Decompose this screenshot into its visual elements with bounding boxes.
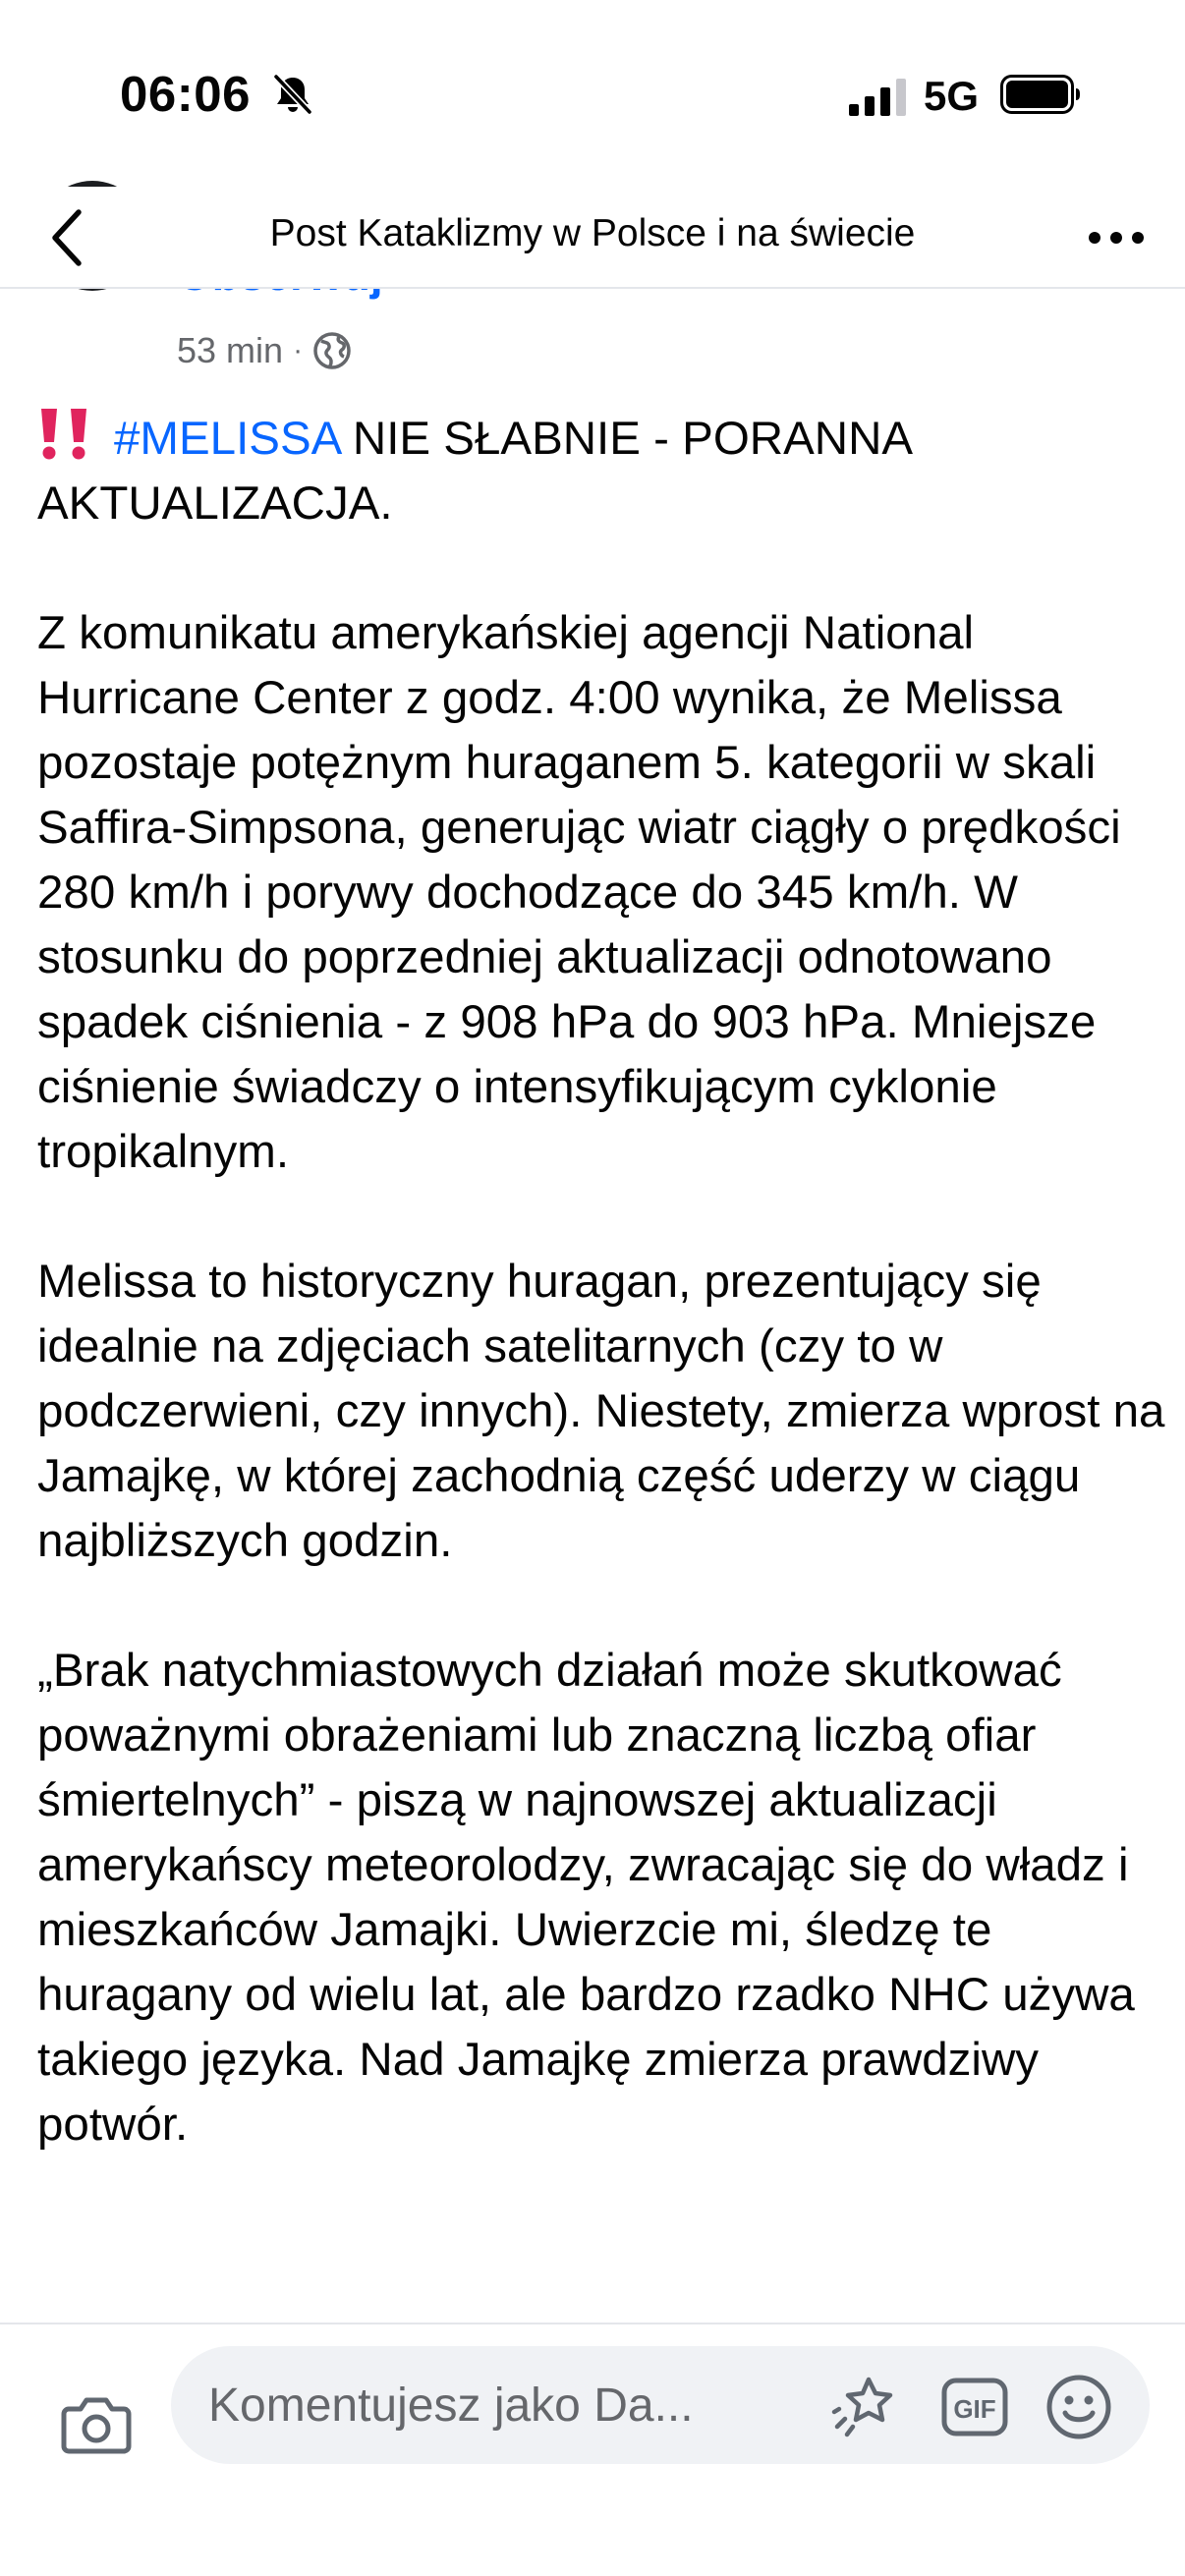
svg-text:GIF: GIF bbox=[953, 2394, 996, 2424]
battery-icon bbox=[1000, 75, 1081, 114]
comment-input[interactable] bbox=[208, 2346, 788, 2464]
headline-text: NIE SŁABNIE - PORANNA AKTUALIZACJA. bbox=[37, 413, 911, 530]
post-paragraph: „Brak natychmiastowych działań może skutkować poważnymi obrażeniami lub znaczną liczbą ofiar śmiertelnych” - piszą w najnowszej aktualizacji amerykańscy meteorolodzy, zwracając się do władz i mieszkańców Jamajki. Uwierzcie mi, śledzę te huragany od wielu lat, ale bardzo rzadko NHC używa takiego języka. Nad Jamajkę zmierza prawdziwy potwór. bbox=[37, 1645, 1135, 2151]
status-bar bbox=[0, 0, 1185, 187]
signal-icon bbox=[849, 79, 906, 116]
post-content bbox=[0, 289, 1185, 2323]
globe-icon bbox=[312, 331, 352, 370]
gif-icon[interactable] bbox=[941, 2378, 1008, 2436]
nav-header bbox=[0, 187, 1185, 289]
hashtag-link[interactable]: #MELISSA bbox=[114, 413, 340, 465]
post-body bbox=[37, 407, 1167, 2157]
comment-bar bbox=[0, 2323, 1185, 2576]
meta-separator: · bbox=[293, 334, 304, 366]
comment-box[interactable] bbox=[171, 2346, 1150, 2464]
more-icon[interactable] bbox=[1087, 220, 1146, 255]
double-exclamation-icon bbox=[37, 409, 94, 460]
sticker-icon[interactable] bbox=[831, 2374, 902, 2440]
page-title: Post Kataklizmy w Polsce i na świecie bbox=[269, 212, 916, 254]
post-meta bbox=[177, 328, 352, 373]
post-time: 53 min bbox=[177, 330, 284, 370]
post-paragraph: Melissa to historyczny huragan, prezentujący się idealnie na zdjęciach satelitarnych (czy to w podczerwieni, czy innych). Niestety, zmierza wprost na Jamajkę, w której zachodnią część uderzy w ciągu najbliższych godzin. bbox=[37, 1256, 1165, 1567]
emoji-icon[interactable] bbox=[1045, 2374, 1112, 2440]
camera-icon[interactable] bbox=[61, 2395, 132, 2456]
back-icon[interactable] bbox=[43, 198, 92, 277]
post-paragraph: Z komunikatu amerykańskiej agencji National Hurricane Center z godz. 4:00 wynika, że Melissa pozostaje potężnym huraganem 5. kategorii w skali Saffira-Simpsona, generując wiatr ciągły o prędkości 280 km/h i porywy dochodzące do 345 km/h. W stosunku do poprzedniej aktualizacji odnotowano spadek ciśnienia - z 908 hPa do 903 hPa. Mniejsze ciśnienie świadczy o intensyfikującym cyklonie tropikalnym. bbox=[37, 607, 1121, 1178]
network-label: 5G bbox=[924, 73, 980, 119]
bell-off-icon bbox=[271, 73, 314, 116]
status-time: 06:06 bbox=[120, 66, 251, 122]
post-headline bbox=[37, 407, 1167, 536]
